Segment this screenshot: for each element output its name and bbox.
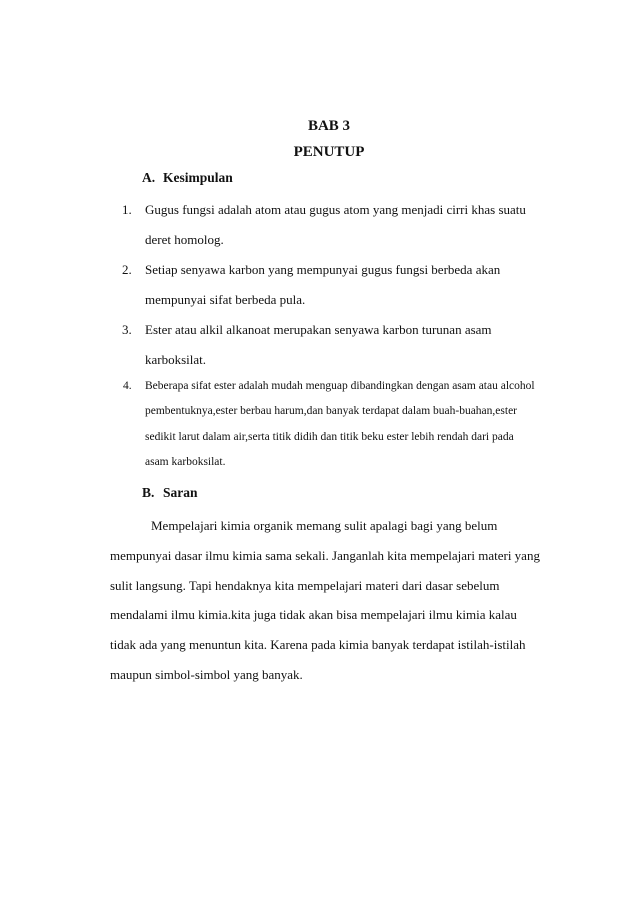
paragraph-line: maupun simbol-simbol yang banyak. [110, 667, 303, 682]
paragraph-line: mempunyai dasar ilmu kimia sama sekali. Janganlah kita mempelajari materi yang [110, 548, 540, 563]
chapter-number: BAB 3 [307, 118, 351, 134]
list-item-line: Beberapa sifat ester adalah mudah menguap dibandingkan dengan asam atau alcohol [145, 380, 535, 392]
list-item-line: mempunyai sifat berbeda pula. [145, 292, 306, 307]
paragraph-line: sulit langsung. Tapi hendaknya kita mempelajari materi dari dasar sebelum [110, 578, 500, 593]
list-item-line: deret homolog. [145, 232, 224, 247]
list-item-number: 4. [123, 380, 132, 392]
section-title: Saran [163, 485, 198, 500]
paragraph-line: Mempelajari kimia organik memang sulit apalagi bagi yang belum [151, 518, 498, 533]
section-letter: A. [142, 170, 156, 185]
chapter-title: PENUTUP [293, 144, 365, 160]
list-item-line: sedikit larut dalam air,serta titik didih dan titik beku ester lebih rendah dari pada [145, 431, 514, 443]
list-item-line: asam karboksilat. [145, 456, 226, 468]
paragraph-line: mendalami ilmu kimia.kita juga tidak akan bisa mempelajari ilmu kimia kalau [110, 607, 517, 622]
list-item-line: pembentuknya,ester berbau harum,dan banyak terdapat dalam buah-buahan,ester [145, 405, 517, 417]
paragraph-line: tidak ada yang menuntun kita. Karena pada kimia banyak terdapat istilah-istilah [110, 637, 526, 652]
section-title: Kesimpulan [163, 170, 233, 185]
list-item-number: 3. [122, 322, 132, 337]
section-heading-conclusion [142, 170, 233, 186]
list-item-number: 2. [122, 262, 132, 277]
list-item-number: 1. [122, 202, 132, 217]
section-heading-suggestion [142, 485, 198, 501]
list-item-line: Ester atau alkil alkanoat merupakan senyawa karbon turunan asam [145, 322, 492, 337]
list-item-line: Setiap senyawa karbon yang mempunyai gugus fungsi berbeda akan [145, 262, 501, 277]
list-item-line: Gugus fungsi adalah atom atau gugus atom yang menjadi cirri khas suatu [145, 202, 526, 217]
list-item-line: karboksilat. [145, 352, 207, 367]
section-letter: B. [142, 485, 155, 500]
